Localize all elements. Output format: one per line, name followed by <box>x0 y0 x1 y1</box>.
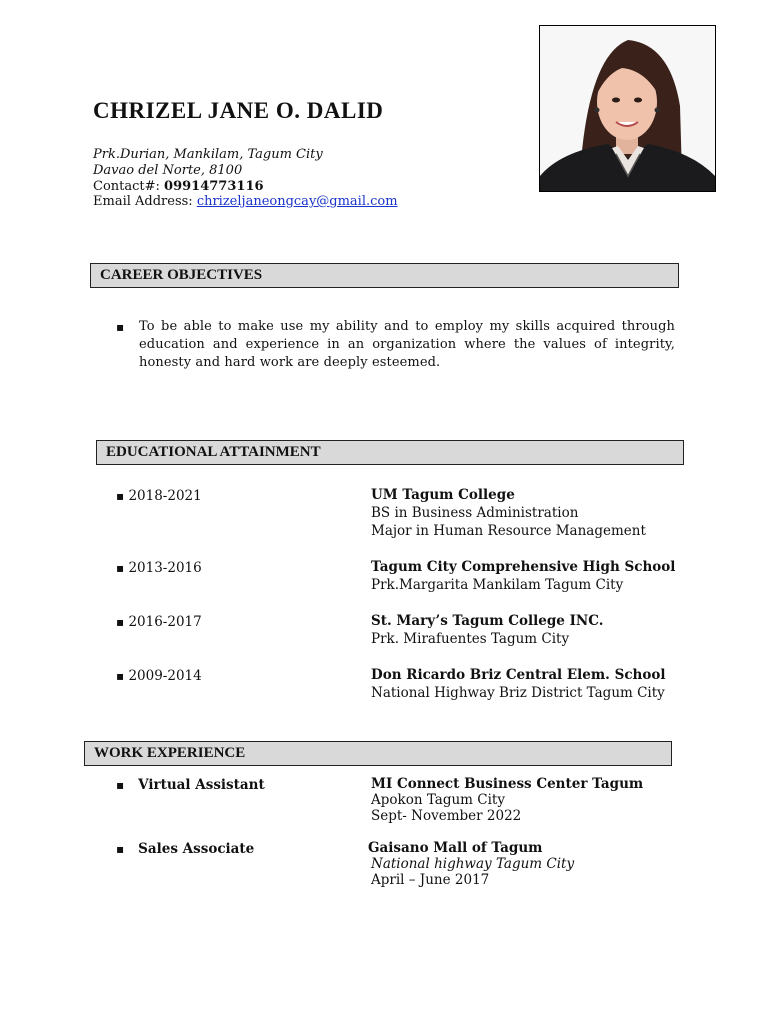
employment-dates: Sept- November 2022 <box>371 808 522 824</box>
list-bullet: ▪ <box>116 842 125 856</box>
list-bullet: ▪ <box>116 615 125 629</box>
list-bullet: ▪ <box>116 778 125 792</box>
profile-photo <box>539 25 716 192</box>
education-detail: BS in Business Administration <box>371 505 579 521</box>
job-title: Sales Associate <box>138 841 255 857</box>
work-role <box>116 776 265 794</box>
section-heading-education: EDUCATIONAL ATTAINMENT <box>96 440 684 465</box>
list-bullet: ▪ <box>116 561 125 575</box>
address-line-1: Prk.Durian, Mankilam, Tagum City <box>93 147 323 162</box>
section-heading-career-objectives: CAREER OBJECTIVES <box>90 263 679 288</box>
school-name: Tagum City Comprehensive High School <box>371 559 676 575</box>
education-entry <box>371 612 603 648</box>
profile-photo-image <box>540 26 715 191</box>
education-years <box>116 667 202 685</box>
education-detail: National Highway Briz District Tagum City <box>371 685 665 701</box>
education-detail: Major in Human Resource Management <box>371 523 646 539</box>
education-years-text: 2016-2017 <box>128 614 202 630</box>
education-years-text: 2009-2014 <box>128 668 202 684</box>
address-line-2: Davao del Norte, 8100 <box>93 163 243 178</box>
education-detail: Prk. Mirafuentes Tagum City <box>371 631 570 647</box>
work-entry <box>371 776 643 824</box>
email-label: Email Address: <box>93 194 197 209</box>
education-years <box>116 487 202 505</box>
education-years <box>116 559 202 577</box>
job-title: Virtual Assistant <box>138 777 265 793</box>
employer-location: Apokon Tagum City <box>371 792 505 808</box>
education-detail: Prk.Margarita Mankilam Tagum City <box>371 577 624 593</box>
school-name: Don Ricardo Briz Central Elem. School <box>371 667 666 683</box>
education-years-text: 2018-2021 <box>128 488 202 504</box>
employer-location: National highway Tagum City <box>371 856 575 872</box>
list-bullet: ▪ <box>116 669 125 683</box>
objective-bullet: ▪ <box>116 320 125 334</box>
contact-line <box>93 179 264 195</box>
applicant-name: CHRIZEL JANE O. DALID <box>93 98 384 123</box>
email-line <box>93 194 398 210</box>
school-name: St. Mary’s Tagum College INC. <box>371 613 604 629</box>
education-entry <box>371 558 675 594</box>
list-bullet: ▪ <box>116 489 125 503</box>
school-name: UM Tagum College <box>371 487 515 503</box>
objective-text: To be able to make use my ability and to employ my skills acquired through education and experience in an organization where the values of integrity, honesty and hard work are deeply esteemed. <box>139 319 675 370</box>
email-link[interactable]: chrizeljaneongcay@gmail.com <box>196 194 398 209</box>
section-heading-work-experience: WORK EXPERIENCE <box>84 741 672 766</box>
work-role <box>116 840 254 858</box>
employment-dates: April – June 2017 <box>371 872 490 888</box>
contact-label: Contact#: <box>93 179 165 194</box>
work-entry <box>368 840 574 888</box>
education-entry <box>371 666 666 702</box>
education-years <box>116 613 202 631</box>
education-years-text: 2013-2016 <box>128 560 202 576</box>
employer-name: Gaisano Mall of Tagum <box>368 840 543 856</box>
employer-name: MI Connect Business Center Tagum <box>371 776 644 792</box>
education-entry <box>371 486 646 540</box>
contact-number: 09914773116 <box>164 179 264 194</box>
